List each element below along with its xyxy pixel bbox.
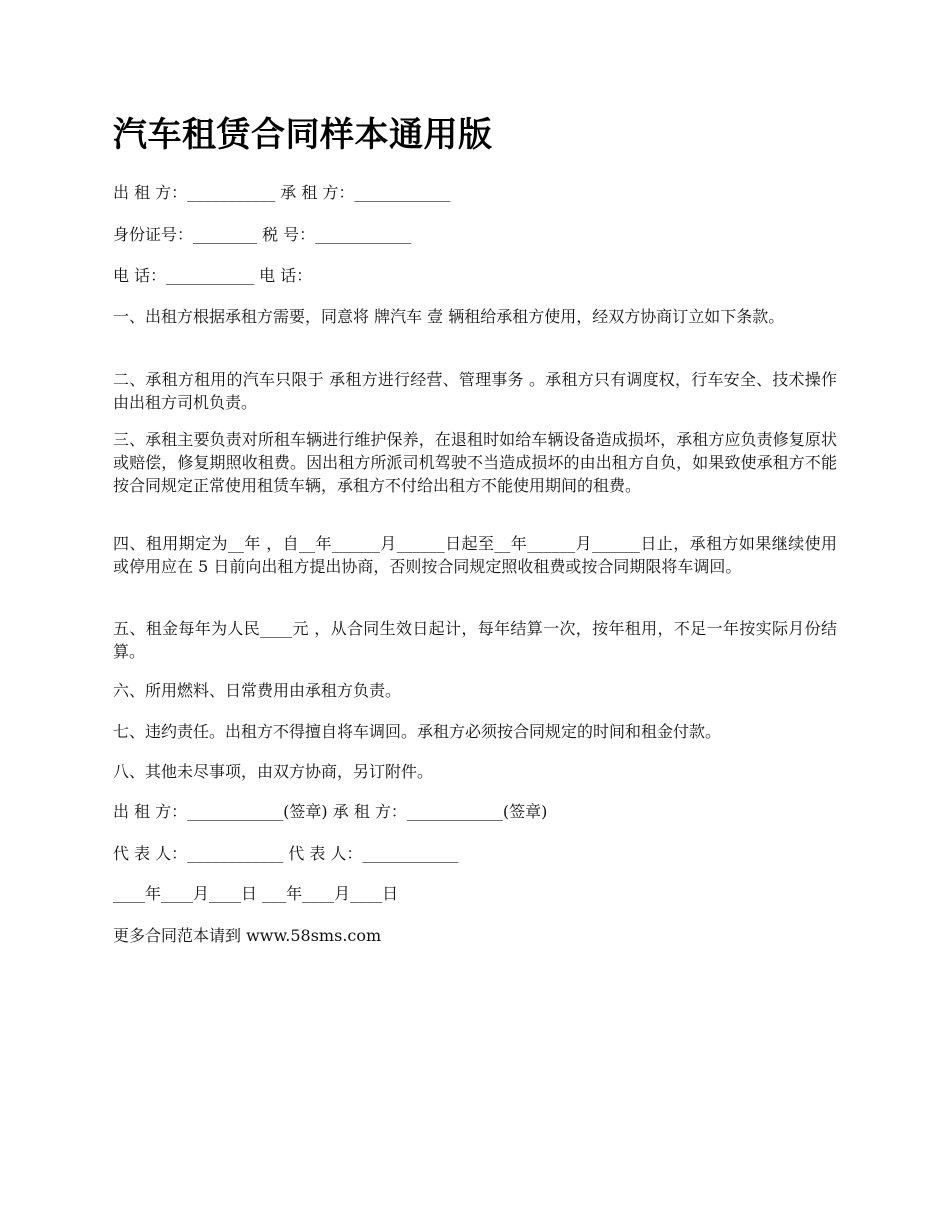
clause-2: 二、承租方租用的汽车只限于 承租方进行经营、管理事务 。承租方只有调度权，行车安全、技术操作由出租方司机负责。 xyxy=(113,370,837,412)
signature-seal-line: 出 租 方：____________(签章) 承 租 方：____________(签章) xyxy=(113,802,548,821)
clause-4: 四、租用期定为__年 ，自__年______月______日起至__年______月______日止，承租方如果继续使用或停用应在 5 日前向出租方提出协商，否则按合同规定照收租费或按合同期限将车调回。 xyxy=(113,534,837,576)
clause-1: 一、出租方根据承租方需要，同意将 牌汽车 壹 辆租给承租方使用，经双方协商订立如下条款。 xyxy=(113,307,785,326)
date-line: ____年____月____日 ___年____月____日 xyxy=(113,884,399,903)
representative-line: 代 表 人：____________ 代 表 人：____________ xyxy=(113,844,459,863)
clause-7: 七、违约责任。出租方不得擅自将车调回。承租方必须按合同规定的时间和租金付款。 xyxy=(113,722,722,741)
clause-6: 六、所用燃料、日常费用由承租方负责。 xyxy=(113,681,402,700)
id-tax-line: 身份证号：________ 税 号：____________ xyxy=(113,225,412,244)
lessor-lessee-line: 出 租 方：___________ 承 租 方：____________ xyxy=(113,183,451,202)
footer-note: 更多合同范本请到 www.58sms.com xyxy=(113,926,382,945)
phone-line: 电 话：___________ 电 话： xyxy=(113,266,313,285)
clause-5: 五、租金每年为人民____元 ，从合同生效日起计，每年结算一次，按年租用，不足一年按实际月份结算。 xyxy=(113,619,837,661)
clause-3: 三、承租主要负责对所租车辆进行维护保养，在退租时如给车辆设备造成损坏，承租方应负责修复原状或赔偿，修复期照收租费。因出租方所派司机驾驶不当造成损坏的由出租方自负，如果致使承租方不能按合同规定正常使用租赁车辆，承租方不付给出租方不能使用期间的租费。 xyxy=(113,430,837,495)
clause-8: 八、其他未尽事项，由双方协商，另订附件。 xyxy=(113,762,434,781)
document-title: 汽车租赁合同样本通用版 xyxy=(113,115,493,155)
